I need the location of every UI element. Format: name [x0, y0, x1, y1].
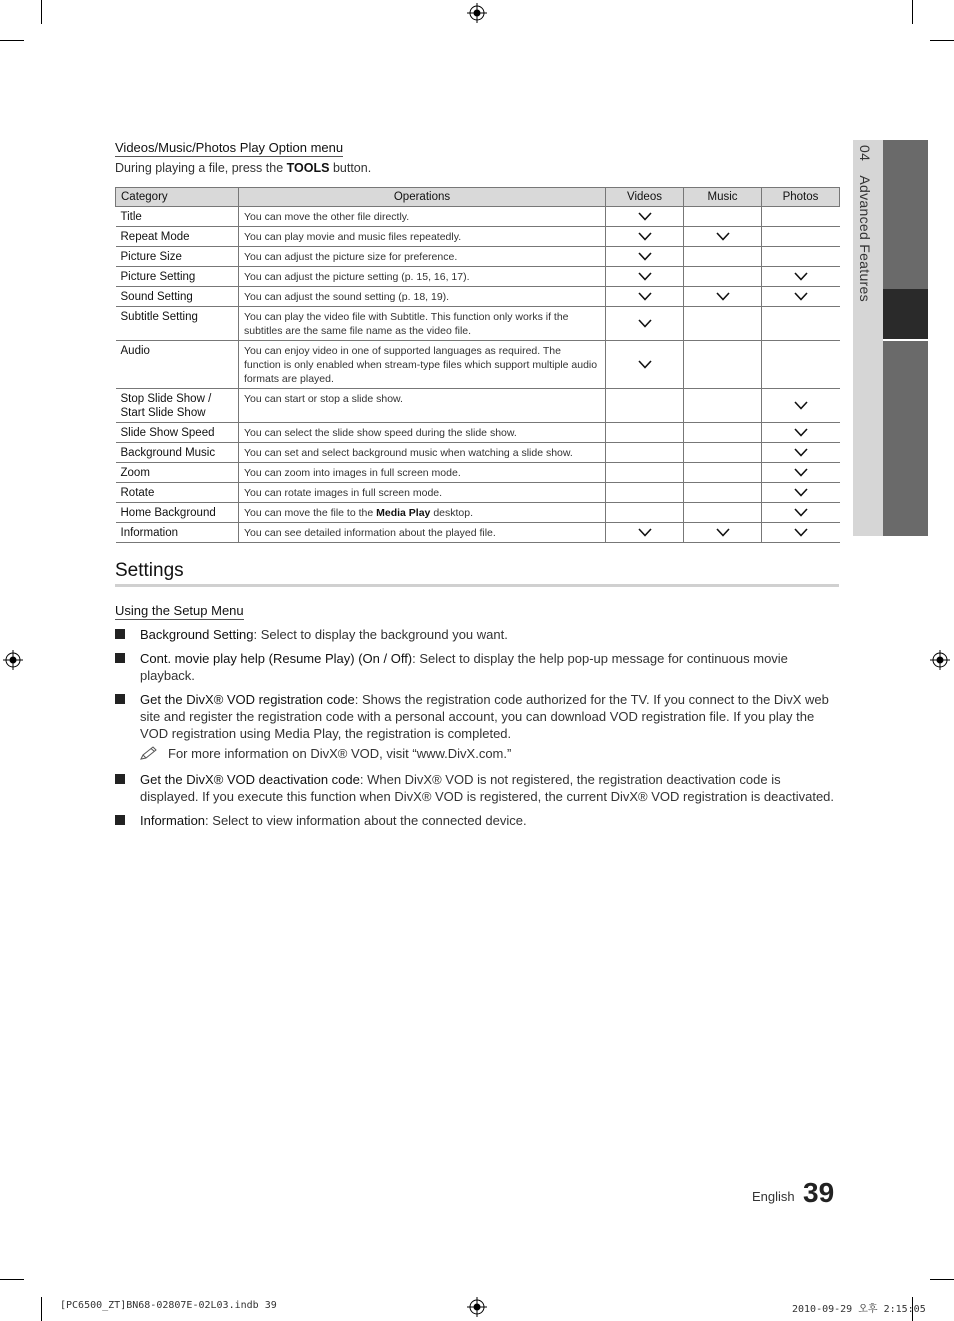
row-operation: You can play the video file with Subtitle. This function only works if the subtitles are the same file name as the video file.	[239, 307, 606, 341]
table-row	[116, 227, 840, 247]
row-videos-support	[606, 267, 684, 287]
row-operation: You can rotate images in full screen mode.	[239, 483, 606, 503]
row-music-support	[684, 463, 762, 483]
table-row	[116, 207, 840, 227]
row-photos-support	[762, 267, 840, 287]
check-mark-icon	[794, 508, 808, 517]
bullet-square-icon	[115, 815, 125, 825]
row-videos-support	[606, 423, 684, 443]
table-row	[116, 287, 840, 307]
row-music-support	[684, 247, 762, 267]
pencil-note-icon	[140, 746, 158, 760]
column-header-videos: Videos	[606, 188, 684, 207]
operation-text-end: desktop.	[430, 507, 474, 519]
row-videos-support	[606, 443, 684, 463]
chapter-number: 04	[857, 145, 873, 162]
divx-note	[140, 746, 511, 761]
check-mark-icon	[794, 272, 808, 281]
chapter-label	[857, 145, 873, 302]
note-text: For more information on DivX® VOD, visit “www.DivX.com.”	[168, 746, 512, 761]
row-photos-support	[762, 423, 840, 443]
bullet-square-icon	[115, 774, 125, 784]
row-videos-support	[606, 341, 684, 389]
row-operation: You can zoom into images in full screen mode.	[239, 463, 606, 483]
row-operation: You can adjust the sound setting (p. 18, 19).	[239, 287, 606, 307]
row-music-support	[684, 341, 762, 389]
list-item-desc: : Select to display the background you want.	[253, 627, 508, 642]
table-row	[116, 503, 840, 523]
row-category: Rotate	[116, 483, 239, 503]
row-videos-support	[606, 227, 684, 247]
crop-mark	[930, 40, 954, 41]
chapter-tab-active-marker	[883, 289, 928, 339]
row-category: Slide Show Speed	[116, 423, 239, 443]
row-photos-support	[762, 207, 840, 227]
play-option-heading: Videos/Music/Photos Play Option menu	[115, 140, 344, 155]
row-category: Picture Setting	[116, 267, 239, 287]
check-mark-icon	[638, 360, 652, 369]
check-mark-icon	[794, 292, 808, 301]
check-mark-icon	[638, 528, 652, 537]
row-videos-support	[606, 307, 684, 341]
table-header-row	[116, 188, 840, 207]
table-row	[116, 389, 840, 423]
row-category: Title	[116, 207, 239, 227]
row-music-support	[684, 483, 762, 503]
row-photos-support	[762, 341, 840, 389]
row-operation: You can move the other file directly.	[239, 207, 606, 227]
table-row	[116, 307, 840, 341]
bullet-square-icon	[115, 629, 125, 639]
intro-text-end: button.	[329, 161, 372, 175]
list-item-desc: : Shows the registration code authorized for the TV. If you connect to the DivX web site and register the registration code with a personal account, you can download VOD registration file. If you play the VOD registration using Media Play, the registration is completed.	[140, 692, 829, 741]
row-operation: You can enjoy video in one of supported languages as required. The function is only enabled when stream-type files which support multiple audio formats are played.	[239, 341, 606, 389]
row-music-support	[684, 389, 762, 423]
check-mark-icon	[638, 272, 652, 281]
registration-mark-icon	[3, 650, 23, 670]
row-photos-support	[762, 307, 840, 341]
table-row	[116, 483, 840, 503]
row-videos-support	[606, 247, 684, 267]
row-music-support	[684, 443, 762, 463]
column-header-music: Music	[684, 188, 762, 207]
row-photos-support	[762, 463, 840, 483]
table-row	[116, 443, 840, 463]
row-music-support	[684, 523, 762, 543]
row-category: Information	[116, 523, 239, 543]
settings-rule	[115, 584, 839, 587]
row-videos-support	[606, 389, 684, 423]
row-category: Picture Size	[116, 247, 239, 267]
row-photos-support	[762, 503, 840, 523]
table-row	[116, 247, 840, 267]
row-operation: You can see detailed information about the played file.	[239, 523, 606, 543]
row-operation: You can play movie and music files repeatedly.	[239, 227, 606, 247]
row-category: Repeat Mode	[116, 227, 239, 247]
check-mark-icon	[716, 292, 730, 301]
check-mark-icon	[794, 448, 808, 457]
list-item-desc: : When DivX® VOD is not registered, the registration deactivation code is displayed. If you execute this function when DivX® VOD is registered, the current DivX® VOD registration is deactivated.	[140, 772, 835, 804]
crop-mark	[930, 1279, 954, 1280]
crop-mark	[0, 40, 24, 41]
row-category: Sound Setting	[116, 287, 239, 307]
crop-mark	[912, 0, 913, 24]
row-videos-support	[606, 207, 684, 227]
check-mark-icon	[794, 401, 808, 410]
registration-mark-icon	[930, 650, 950, 670]
list-item-term: Cont. movie play help (Resume Play) (On / Off)	[140, 651, 413, 666]
row-music-support	[684, 267, 762, 287]
print-slug-date: 2010-09-29 오후 2:15:05	[792, 1304, 926, 1315]
check-mark-icon	[716, 232, 730, 241]
row-category: Stop Slide Show / Start Slide Show	[116, 389, 239, 423]
tools-key-label: TOOLS	[286, 161, 330, 175]
check-mark-icon	[794, 468, 808, 477]
table-row	[116, 341, 840, 389]
row-operation: You can select the slide show speed during the slide show.	[239, 423, 606, 443]
row-videos-support	[606, 483, 684, 503]
row-photos-support	[762, 389, 840, 423]
operation-text: You can move the file to the	[244, 507, 377, 519]
row-photos-support	[762, 443, 840, 463]
row-music-support	[684, 307, 762, 341]
row-music-support	[684, 423, 762, 443]
row-operation: You can adjust the picture size for preference.	[239, 247, 606, 267]
row-category: Subtitle Setting	[116, 307, 239, 341]
row-videos-support	[606, 463, 684, 483]
crop-mark	[41, 1297, 42, 1321]
list-item	[115, 691, 839, 742]
check-mark-icon	[794, 428, 808, 437]
registration-mark-icon	[467, 3, 487, 23]
play-option-intro	[115, 161, 371, 175]
row-videos-support	[606, 523, 684, 543]
row-photos-support	[762, 247, 840, 267]
list-item	[115, 626, 839, 643]
row-operation: You can set and select background music when watching a slide show.	[239, 443, 606, 463]
setup-menu-heading: Using the Setup Menu	[115, 603, 244, 618]
settings-title: Settings	[115, 560, 184, 581]
list-item-term: Get the DivX® VOD registration code	[140, 692, 355, 707]
bullet-square-icon	[115, 653, 125, 663]
footer-language: English	[752, 1189, 795, 1204]
check-mark-icon	[794, 528, 808, 537]
list-item	[115, 650, 839, 684]
list-item	[115, 771, 839, 805]
check-mark-icon	[638, 232, 652, 241]
row-music-support	[684, 207, 762, 227]
column-header-operations: Operations	[239, 188, 606, 207]
row-operation: You can adjust the picture setting (p. 15, 16, 17).	[239, 267, 606, 287]
list-item-desc: : Select to display the help pop-up message for continuous movie playback.	[140, 651, 788, 683]
crop-mark	[0, 1279, 24, 1280]
list-item-term: Information	[140, 813, 206, 828]
chapter-title: Advanced Features	[857, 175, 873, 302]
row-music-support	[684, 503, 762, 523]
row-operation	[239, 503, 606, 523]
print-slug-file: [PC6500_ZT]BN68-02807E-02L03.indb 39	[60, 1300, 277, 1311]
intro-text: During playing a file, press the	[115, 161, 287, 175]
row-category: Audio	[116, 341, 239, 389]
check-mark-icon	[638, 292, 652, 301]
registration-mark-icon	[467, 1297, 487, 1317]
play-option-table	[115, 187, 840, 543]
row-category: Background Music	[116, 443, 239, 463]
check-mark-icon	[638, 252, 652, 261]
row-photos-support	[762, 523, 840, 543]
row-photos-support	[762, 287, 840, 307]
list-item	[115, 812, 839, 829]
row-videos-support	[606, 287, 684, 307]
row-category: Home Background	[116, 503, 239, 523]
crop-mark	[41, 0, 42, 24]
table-row	[116, 463, 840, 483]
table-row	[116, 267, 840, 287]
page-number: 39	[803, 1177, 835, 1208]
column-header-photos: Photos	[762, 188, 840, 207]
list-item-term: Get the DivX® VOD deactivation code	[140, 772, 360, 787]
row-photos-support	[762, 227, 840, 247]
table-row	[116, 523, 840, 543]
column-header-category: Category	[116, 188, 239, 207]
row-music-support	[684, 227, 762, 247]
row-videos-support	[606, 503, 684, 523]
check-mark-icon	[716, 528, 730, 537]
list-item-desc: : Select to view information about the connected device.	[205, 813, 527, 828]
chapter-tab-divider	[883, 339, 928, 341]
operation-emphasis: Media Play	[376, 507, 431, 519]
row-music-support	[684, 287, 762, 307]
bullet-square-icon	[115, 694, 125, 704]
table-row	[116, 423, 840, 443]
list-item-term: Background Setting	[140, 627, 254, 642]
check-mark-icon	[794, 488, 808, 497]
row-category: Zoom	[116, 463, 239, 483]
row-operation: You can start or stop a slide show.	[239, 389, 606, 423]
row-photos-support	[762, 483, 840, 503]
check-mark-icon	[638, 212, 652, 221]
check-mark-icon	[638, 319, 652, 328]
